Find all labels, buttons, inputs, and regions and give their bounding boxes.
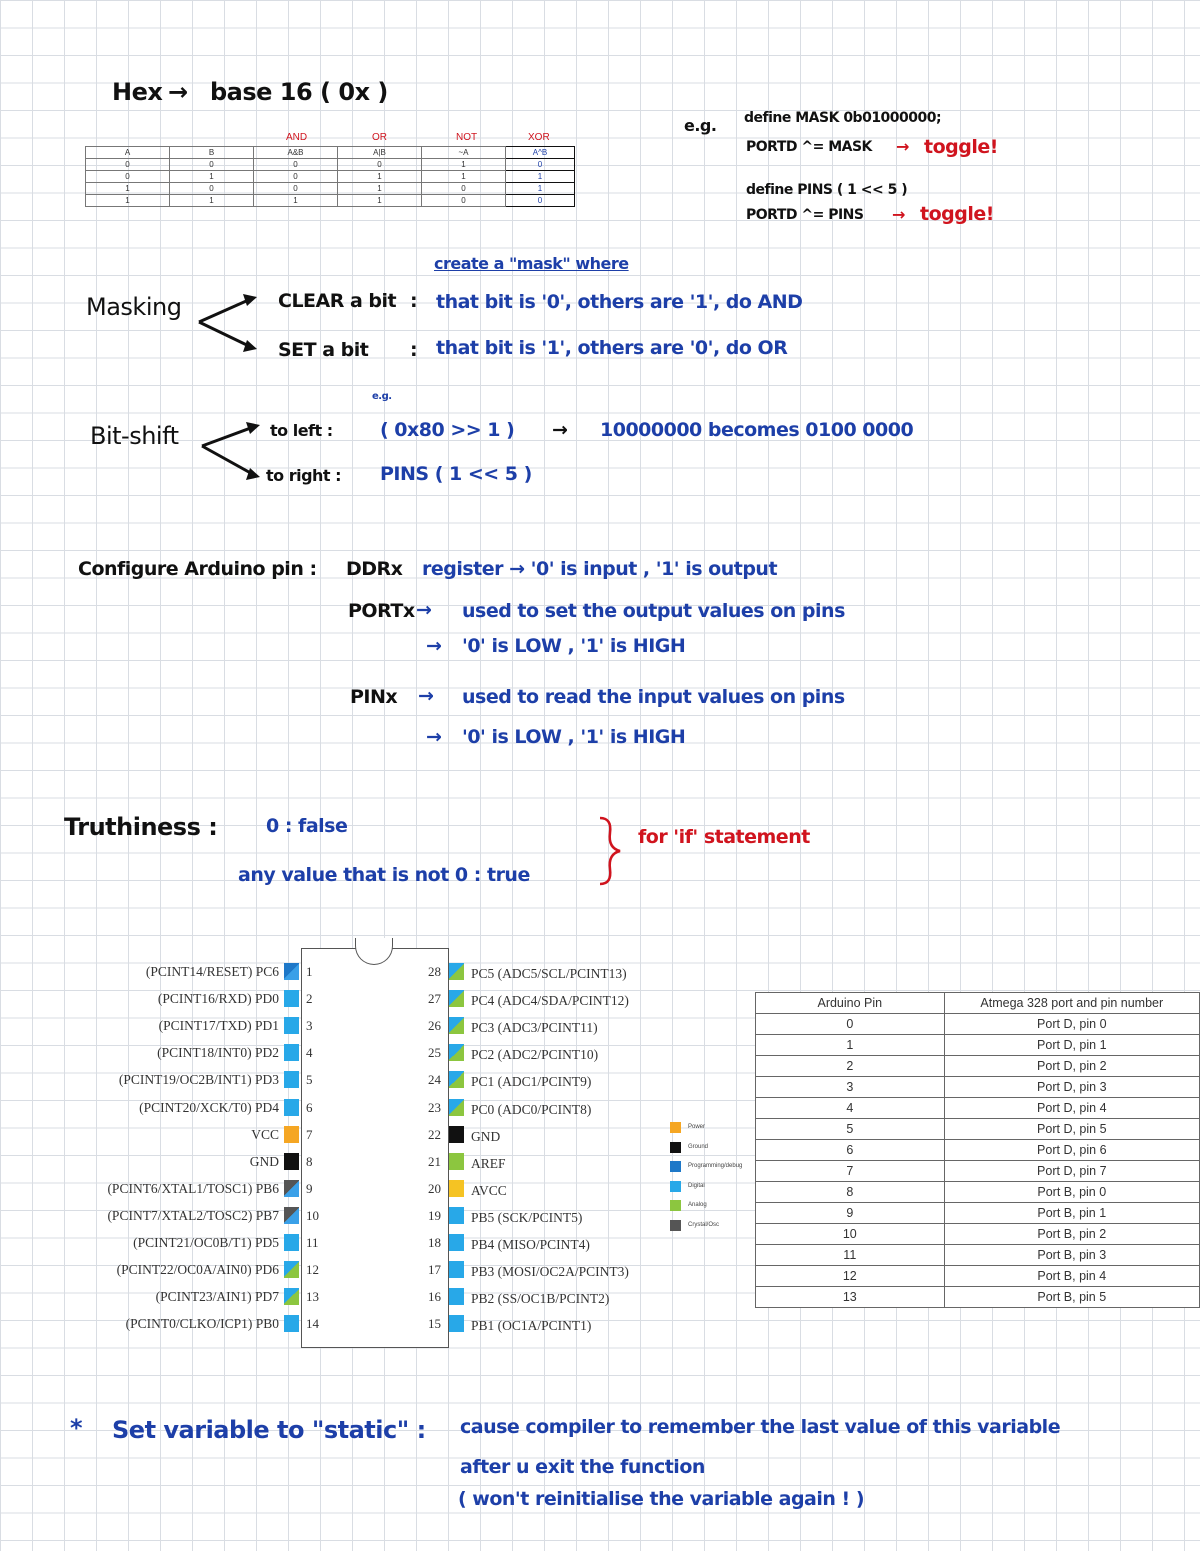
atmega-pin-cell: Port B, pin 5 <box>944 1287 1199 1308</box>
static-line-1: cause compiler to remember the last value of this variable <box>460 1416 1061 1438</box>
atmega-pin-cell: Port D, pin 6 <box>944 1140 1199 1161</box>
pin-label: PC4 (ADC4/SDA/PCINT12) <box>471 993 629 1009</box>
pin-number: 21 <box>428 1153 441 1169</box>
pin-number: 11 <box>306 1235 319 1250</box>
pin-number: 18 <box>428 1235 441 1250</box>
atmega-pin-cell: Port D, pin 3 <box>944 1077 1199 1098</box>
arduino-pin-cell: 7 <box>756 1161 945 1182</box>
pin-number: 6 <box>306 1099 313 1115</box>
table-row <box>756 993 1200 1014</box>
pin-label: (PCINT23/AIN1) PD7 <box>155 1289 279 1305</box>
pin-color-square <box>449 1261 464 1278</box>
pin-label: (PCINT14/RESET) PC6 <box>145 964 279 979</box>
shift-right-expr: PINS ( 1 << 5 ) <box>380 463 532 485</box>
pin-number: 16 <box>428 1289 441 1305</box>
shift-left-expr: ( 0x80 >> 1 ) <box>380 419 515 441</box>
shift-left-label: to left : <box>270 421 333 440</box>
pin-number: 9 <box>306 1180 313 1196</box>
pin-color-square <box>449 1017 464 1034</box>
arduino-pin-cell: 11 <box>756 1245 945 1266</box>
atmega-pin-cell: Port B, pin 3 <box>944 1245 1199 1266</box>
pin-label: PB2 (SS/OC1B/PCINT2) <box>471 1291 610 1307</box>
legend-label: Programming/debug <box>688 1163 743 1169</box>
pin-label: VCC <box>251 1126 279 1142</box>
pin-number: 10 <box>306 1207 319 1223</box>
bitshift-title: Bit-shift <box>90 422 179 450</box>
pin-label: (PCINT21/OC0B/T1) PD5 <box>133 1235 279 1250</box>
arrow-right-icon: → <box>426 726 442 748</box>
truth-table <box>85 146 575 207</box>
op-and: AND <box>286 132 308 143</box>
legend-swatch <box>670 1161 681 1172</box>
legend-swatch <box>670 1220 681 1231</box>
port-desc-2: '0' is LOW , '1' is HIGH <box>462 635 686 657</box>
arrow-right-icon: → <box>418 685 434 707</box>
table-row <box>756 1182 1200 1203</box>
atmega-pin-cell: Port D, pin 0 <box>944 1014 1199 1035</box>
table-row <box>756 1056 1200 1077</box>
op-or: OR <box>372 132 387 143</box>
pin-color-square <box>284 963 299 980</box>
pin-label: PC2 (ADC2/PCINT10) <box>471 1047 599 1063</box>
pin-number: 20 <box>428 1180 441 1196</box>
arrow-right-icon: → <box>168 78 188 106</box>
pin-label: (PCINT19/OC2B/INT1) PD3 <box>118 1072 279 1088</box>
ddr-label: DDRx <box>346 558 403 580</box>
legend-swatch <box>670 1142 681 1153</box>
table-row: 0 1 0 1 1 1 <box>86 171 575 183</box>
clear-bit-desc: that bit is '0', others are '1', do AND <box>436 291 803 313</box>
arrow-right-icon: → <box>896 137 909 156</box>
legend-label: Analog <box>688 1202 707 1208</box>
pin-color-square <box>284 1234 299 1251</box>
atmega-pin-cell: Port D, pin 4 <box>944 1098 1199 1119</box>
atmega-pin-cell: Port D, pin 7 <box>944 1161 1199 1182</box>
pin-label: AREF <box>471 1155 506 1171</box>
op-not: NOT <box>456 132 478 143</box>
pin-color-square <box>284 1017 299 1034</box>
hex-label: Hex <box>112 78 163 106</box>
arduino-pin-cell: 0 <box>756 1014 945 1035</box>
table-row <box>756 1287 1200 1308</box>
arrow-right-icon: → <box>552 419 568 441</box>
portd-xor-pins: PORTD ^= PINS <box>746 207 864 223</box>
atmega-pin-cell: Port D, pin 2 <box>944 1056 1199 1077</box>
pin-number: 4 <box>306 1045 313 1061</box>
toggle-note-1: toggle! <box>924 136 998 158</box>
eg-label: e.g. <box>684 116 717 135</box>
table-row <box>756 1035 1200 1056</box>
toggle-note-2: toggle! <box>920 203 994 225</box>
legend-label: Digital <box>688 1182 705 1189</box>
port-label: PORTx <box>348 600 415 622</box>
pin-number: 8 <box>306 1153 313 1169</box>
pin-number: 5 <box>306 1072 313 1088</box>
table-row <box>756 1266 1200 1287</box>
true-line: any value that is not 0 : true <box>238 864 530 886</box>
hex-base-text: base 16 ( 0x ) <box>210 78 388 106</box>
table-row <box>756 1077 1200 1098</box>
false-line: 0 : false <box>266 815 348 837</box>
pin-color-square <box>284 1099 299 1116</box>
pin-color-square <box>449 1044 464 1061</box>
table-row: A B A&B A|B ~A A^B <box>86 147 575 159</box>
arrow-right-icon: → <box>892 205 905 224</box>
pin-number: 27 <box>428 991 441 1007</box>
arduino-pin-cell: 9 <box>756 1203 945 1224</box>
pin-label: GND <box>249 1153 279 1169</box>
pin-number: 19 <box>428 1207 441 1223</box>
pin-number: 14 <box>306 1316 319 1332</box>
op-xor: XOR <box>528 132 550 143</box>
shift-left-result: 10000000 becomes 0100 0000 <box>600 419 914 441</box>
pin-number: 7 <box>306 1126 313 1142</box>
pin-color-square <box>284 1288 299 1305</box>
atmega-pin-cell: Port B, pin 1 <box>944 1203 1199 1224</box>
arduino-pin-cell: 2 <box>756 1056 945 1077</box>
shift-right-label: to right : <box>266 466 342 485</box>
table-row <box>756 1140 1200 1161</box>
legend-swatch <box>670 1122 681 1133</box>
table-row: 0 0 0 0 1 0 <box>86 159 575 171</box>
arduino-pin-cell: 4 <box>756 1098 945 1119</box>
arduino-pin-cell: 6 <box>756 1140 945 1161</box>
pin-number: 17 <box>428 1262 441 1278</box>
pin-label: PINx <box>350 686 398 708</box>
pin-color-square <box>284 1207 299 1224</box>
pin-number: 13 <box>306 1289 319 1305</box>
pin-number: 12 <box>306 1262 319 1278</box>
atmega328-chip <box>301 948 449 1348</box>
arduino-pin-cell: 1 <box>756 1035 945 1056</box>
table-row <box>756 1224 1200 1245</box>
atmega-pin-cell: Port B, pin 0 <box>944 1182 1199 1203</box>
pin-label: PB1 (OC1A/PCINT1) <box>471 1318 592 1334</box>
pin-color-square <box>284 1044 299 1061</box>
pin-label: (PCINT7/XTAL2/TOSC2) PB7 <box>107 1207 279 1223</box>
branch-arrow-icon <box>198 420 268 482</box>
atmega-pin-cell: Port D, pin 1 <box>944 1035 1199 1056</box>
pin-label: (PCINT6/XTAL1/TOSC1) PB6 <box>107 1180 279 1196</box>
atmega-pin-cell: Port B, pin 4 <box>944 1266 1199 1287</box>
pins-define: define PINS ( 1 << 5 ) <box>746 182 908 198</box>
header-arduino-pin: Arduino Pin <box>756 993 945 1014</box>
legend-swatch <box>670 1181 681 1192</box>
pin-color-square <box>449 1315 464 1332</box>
pin-number: 26 <box>428 1018 441 1034</box>
mask-heading: create a "mask" where <box>434 254 629 273</box>
clear-bit-label: CLEAR a bit <box>278 290 397 312</box>
static-title: Set variable to "static" : <box>112 1416 426 1444</box>
table-row <box>756 1161 1200 1182</box>
star-icon: * <box>70 1414 83 1442</box>
portd-xor-mask: PORTD ^= MASK <box>746 139 872 155</box>
pin-label: GND <box>471 1128 501 1144</box>
pin-label: AVCC <box>471 1182 507 1198</box>
masking-title: Masking <box>86 293 182 321</box>
pin-color-square <box>449 1126 464 1143</box>
pin-color-square <box>449 1071 464 1088</box>
pin-label: PB3 (MOSI/OC2A/PCINT3) <box>471 1264 629 1280</box>
pin-label: PC3 (ADC3/PCINT11) <box>471 1020 598 1036</box>
table-row: 1 0 0 1 0 1 <box>86 183 575 195</box>
pin-number: 2 <box>306 991 313 1007</box>
pin-label: PB5 (SCK/PCINT5) <box>471 1209 583 1225</box>
table-row <box>756 1203 1200 1224</box>
pin-desc-1: used to read the input values on pins <box>462 686 845 708</box>
table-row <box>756 1245 1200 1266</box>
static-line-3: ( won't reinitialise the variable again ! ) <box>458 1488 864 1510</box>
pin-label: (PCINT20/XCK/T0) PD4 <box>139 1099 279 1115</box>
legend-label: Crystal/Osc <box>688 1221 720 1228</box>
arduino-pin-cell: 3 <box>756 1077 945 1098</box>
configure-title: Configure Arduino pin : <box>78 558 317 580</box>
pin-number: 22 <box>428 1126 441 1142</box>
pin-color-square <box>284 1261 299 1278</box>
pin-label: (PCINT16/RXD) PD0 <box>157 991 279 1007</box>
set-bit-label: SET a bit <box>278 339 369 361</box>
arduino-pin-cell: 12 <box>756 1266 945 1287</box>
arduino-pin-cell: 10 <box>756 1224 945 1245</box>
pin-label: PC5 (ADC5/SCL/PCINT13) <box>471 966 627 981</box>
static-line-2: after u exit the function <box>460 1456 705 1478</box>
pin-number: 25 <box>428 1045 441 1061</box>
if-statement-note: for 'if' statement <box>638 826 810 848</box>
truthiness-title: Truthiness : <box>64 813 218 841</box>
arrow-right-icon: → <box>416 599 432 621</box>
pin-label: (PCINT17/TXD) PD1 <box>158 1018 279 1034</box>
pin-color-square <box>284 1126 299 1143</box>
pin-number: 23 <box>428 1099 441 1115</box>
header-atmega-pin: Atmega 328 port and pin number <box>944 993 1199 1014</box>
pin-number: 24 <box>428 1072 441 1088</box>
curly-brace-icon <box>596 815 626 887</box>
table-row: 1 1 1 1 0 0 <box>86 195 575 207</box>
pin-label: (PCINT18/INT0) PD2 <box>157 1045 279 1061</box>
pin-label: PB4 (MISO/PCINT4) <box>471 1237 590 1252</box>
pin-color-square <box>449 1180 464 1197</box>
pin-number: 28 <box>428 964 441 979</box>
pin-color-square <box>449 1288 464 1305</box>
pin-label: PC1 (ADC1/PCINT9) <box>471 1074 592 1090</box>
table-row <box>756 1098 1200 1119</box>
arduino-pin-cell: 8 <box>756 1182 945 1203</box>
atmega-pin-cell: Port B, pin 2 <box>944 1224 1199 1245</box>
port-desc-1: used to set the output values on pins <box>462 600 845 622</box>
branch-arrow-icon <box>195 292 265 354</box>
arrow-right-icon: → <box>426 635 442 657</box>
table-row <box>756 1014 1200 1035</box>
pin-color-square <box>284 1071 299 1088</box>
pin-label: (PCINT22/OC0A/AIN0) PD6 <box>116 1262 279 1278</box>
bitshift-eg: e.g. <box>372 391 392 402</box>
pin-color-square <box>449 1207 464 1224</box>
pin-color-square <box>449 1234 464 1251</box>
pin-number: 3 <box>306 1018 313 1034</box>
atmega-pin-cell: Port D, pin 5 <box>944 1119 1199 1140</box>
pin-color-square <box>284 1153 299 1170</box>
legend-label: Power <box>688 1124 706 1130</box>
pin-number: 1 <box>306 964 313 979</box>
pin-map-table <box>755 992 1200 1308</box>
pin-color-square <box>284 990 299 1007</box>
legend-label: Ground <box>688 1143 709 1150</box>
pin-label: (PCINT0/CLKO/ICP1) PB0 <box>125 1316 279 1332</box>
legend-swatch <box>670 1200 681 1211</box>
pin-label: PC0 (ADC0/PCINT8) <box>471 1101 592 1117</box>
pin-color-square <box>449 1153 464 1170</box>
pin-desc-2: '0' is LOW , '1' is HIGH <box>462 726 686 748</box>
table-row <box>756 1119 1200 1140</box>
set-bit-desc: that bit is '1', others are '0', do OR <box>436 337 788 359</box>
pin-number: 15 <box>428 1316 441 1332</box>
pin-color-square <box>284 1180 299 1197</box>
arduino-pin-cell: 13 <box>756 1287 945 1308</box>
arduino-pin-cell: 5 <box>756 1119 945 1140</box>
pin-color-square <box>284 1315 299 1332</box>
pin-color-square <box>449 963 464 980</box>
mask-define: define MASK 0b01000000; <box>744 110 942 126</box>
pin-color-square <box>449 990 464 1007</box>
ddr-desc: register → '0' is input , '1' is output <box>422 558 778 580</box>
pin-color-square <box>449 1099 464 1116</box>
